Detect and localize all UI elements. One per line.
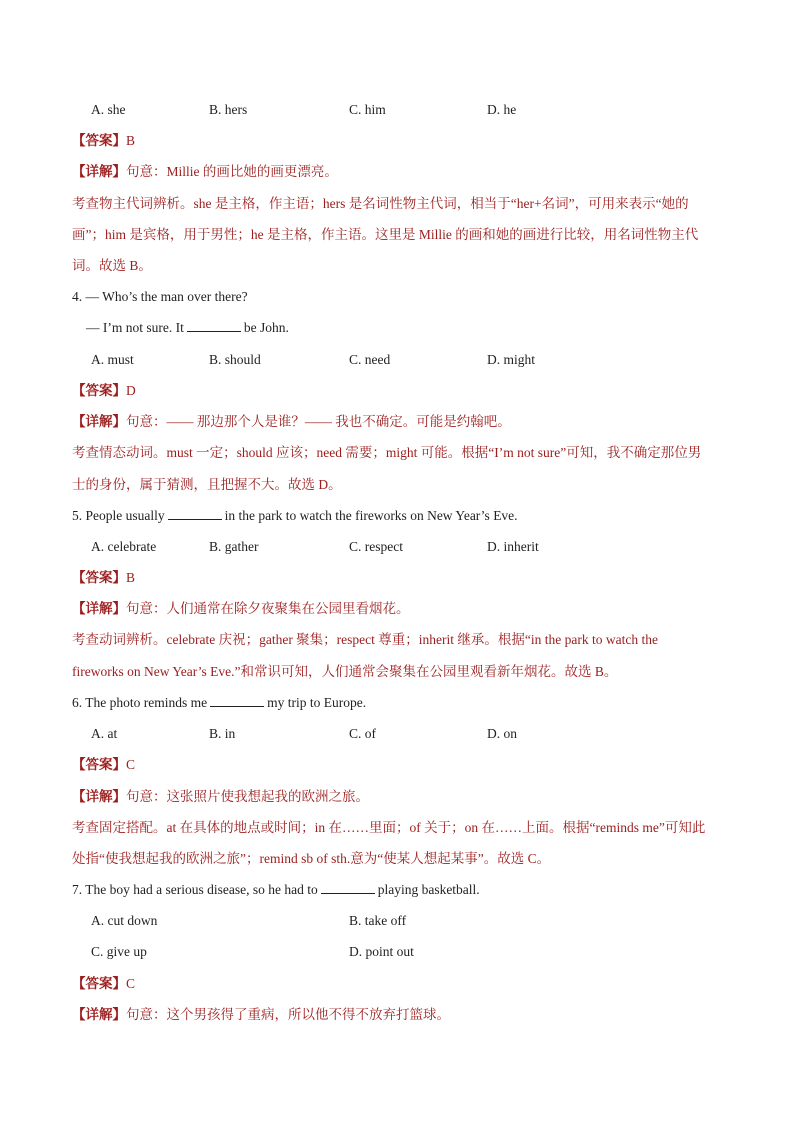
detail-tag: 【详解】: [72, 601, 126, 616]
option-d: D. on: [487, 726, 517, 741]
detail-text: 句意：Millie 的画比她的画更漂亮。: [126, 164, 338, 179]
detail-tag: 【详解】: [72, 414, 126, 429]
question-stem: [72, 693, 732, 713]
explanation-line: 词。故选 B。: [72, 258, 152, 273]
question-stem: [72, 880, 732, 900]
option-b: B. in: [209, 726, 236, 741]
stem-text: in the park to watch the fireworks on New Year’s Eve.: [224, 508, 518, 523]
stem-text: 7. The boy had a serious disease, so he had to: [72, 882, 318, 897]
detail-text: 句意：这张照片使我想起我的欧洲之旅。: [126, 789, 369, 804]
answer-blank: [187, 319, 241, 332]
answer-value: C: [126, 976, 136, 991]
option-a: A. she: [91, 102, 126, 117]
option-b: B. take off: [349, 913, 407, 928]
detail-line: [72, 162, 732, 182]
question-stem: [86, 318, 746, 338]
option-a: A. cut down: [91, 913, 158, 928]
explanation-line: 处指“使我想起我的欧洲之旅”；remind sb of sth.意为“使某人想起某事”。故选 C。: [72, 851, 551, 866]
stem-text: be John.: [243, 320, 289, 335]
explanation-line: fireworks on New Year’s Eve.”和常识可知，人们通常会聚集在公园里观看新年烟花。故选 B。: [72, 664, 618, 679]
detail-line: [72, 1005, 732, 1025]
detail-line: [72, 412, 732, 432]
detail-text: 句意：人们通常在除夕夜聚集在公园里看烟花。: [126, 601, 410, 616]
option-b: B. gather: [209, 539, 259, 554]
answer-value: B: [126, 570, 136, 585]
option-d: D. point out: [349, 944, 414, 959]
explanation-line: 考查动词辨析。celebrate 庆祝；gather 聚集；respect 尊重；inherit 继承。根据“in the park to watch the: [72, 632, 658, 647]
stem-text: 6. The photo reminds me: [72, 695, 208, 710]
option-b: B. should: [209, 352, 261, 367]
question-stem: 4. — Who’s the man over there?: [72, 289, 248, 304]
option-a: A. celebrate: [91, 539, 157, 554]
question-stem: [72, 506, 732, 526]
answer-line: [72, 381, 732, 401]
stem-text: — I’m not sure. It: [86, 320, 184, 335]
option-d: D. he: [487, 102, 517, 117]
explanation-line: 士的身份，属于猜测，且把握不大。故选 D。: [72, 477, 342, 492]
option-a: A. must: [91, 352, 134, 367]
detail-line: [72, 599, 732, 619]
stem-text: my trip to Europe.: [267, 695, 367, 710]
option-c: C. respect: [349, 539, 403, 554]
option-b: B. hers: [209, 102, 248, 117]
detail-tag: 【详解】: [72, 1007, 126, 1022]
detail-tag: 【详解】: [72, 789, 126, 804]
answer-value: C: [126, 757, 136, 772]
answer-value: B: [126, 133, 136, 148]
option-c: C. of: [349, 726, 376, 741]
stem-text: 5. People usually: [72, 508, 165, 523]
option-c: C. need: [349, 352, 391, 367]
answer-line: [72, 131, 732, 151]
answer-line: [72, 568, 732, 588]
option-c: C. him: [349, 102, 386, 117]
answer-line: [72, 755, 732, 775]
detail-tag: 【详解】: [72, 164, 126, 179]
option-d: D. might: [487, 352, 536, 367]
answer-value: D: [126, 383, 136, 398]
answer-tag: 【答案】: [72, 383, 126, 398]
answer-blank: [168, 507, 222, 520]
explanation-line: 考查固定搭配。at 在具体的地点或时间；in 在……里面；of 关于；on 在……上面。根据“reminds me”可知此: [72, 820, 706, 835]
answer-tag: 【答案】: [72, 570, 126, 585]
explanation-line: 画”；him 是宾格，用于男性；he 是主格，作主语。这里是 Millie 的画和她的画进行比较，用名词性物主代: [72, 227, 699, 242]
answer-blank: [210, 694, 264, 707]
option-d: D. inherit: [487, 539, 539, 554]
detail-text: 句意：这个男孩得了重病，所以他不得不放弃打篮球。: [126, 1007, 450, 1022]
option-c: C. give up: [91, 944, 147, 959]
detail-text: 句意：—— 那边那个人是谁？—— 我也不确定。可能是约翰吧。: [126, 414, 511, 429]
answer-tag: 【答案】: [72, 133, 126, 148]
explanation-line: 考查物主代词辨析。she 是主格，作主语；hers 是名词性物主代词，相当于“her+名词”，可用来表示“她的: [72, 196, 689, 211]
option-a: A. at: [91, 726, 118, 741]
explanation-line: 考查情态动词。must 一定；should 应该；need 需要；might 可能。根据“I’m not sure”可知，我不确定那位男: [72, 445, 702, 460]
answer-line: [72, 974, 732, 994]
answer-tag: 【答案】: [72, 976, 126, 991]
detail-line: [72, 787, 732, 807]
stem-text: playing basketball.: [377, 882, 480, 897]
answer-tag: 【答案】: [72, 757, 126, 772]
answer-blank: [321, 881, 375, 894]
